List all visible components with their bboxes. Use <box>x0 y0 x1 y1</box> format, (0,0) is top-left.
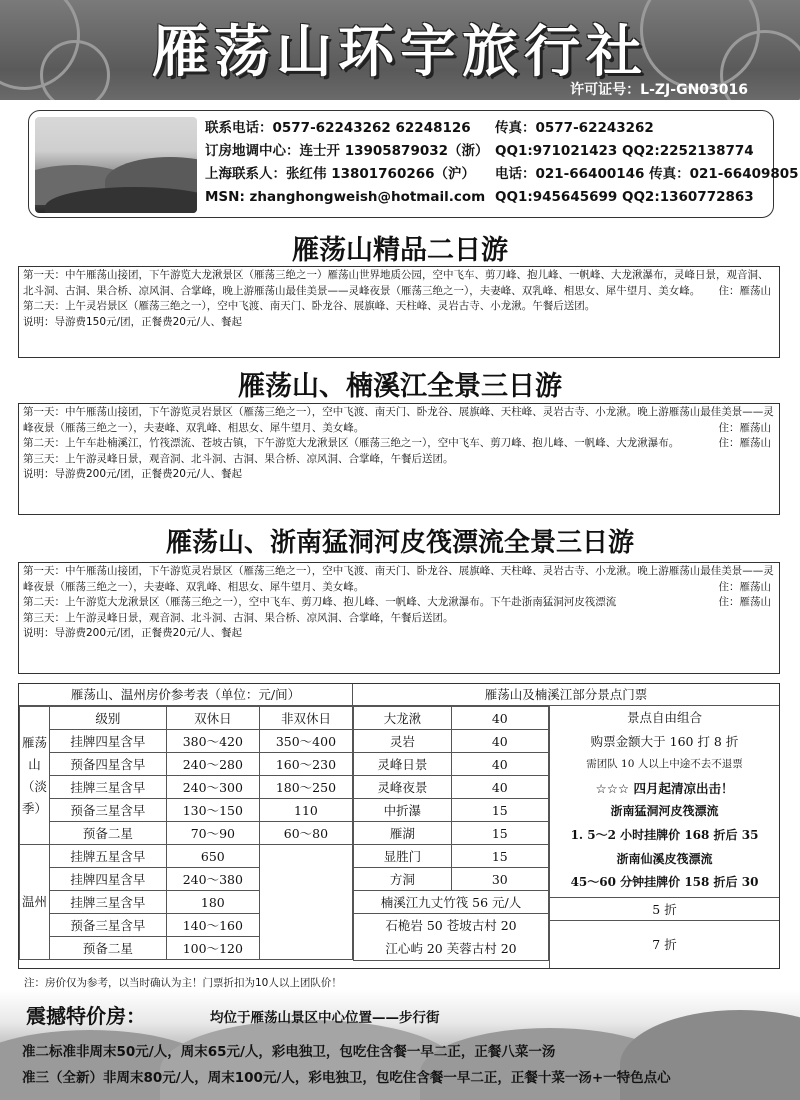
table-row: 雁湖 15 <box>354 822 549 845</box>
itinerary-day: 第三天：上午游灵峰日景，观音洞、北斗洞、古洞、果合桥、凉风洞、合掌峰，午餐后送团。 <box>23 452 454 465</box>
itinerary-day: 第一天：中午雁荡山接团，下午游览灵岩景区（雁荡三绝之一），空中飞渡、南天门、卧龙谷、展旗峰、天柱峰、灵岩古寺、小龙湫。晚上游雁荡山最佳美景——灵峰夜景（雁荡三绝之一），夫妻峰、双乳峰、相思女、犀牛望月、美女峰。 住：雁荡山 <box>23 564 775 595</box>
itinerary-day: 第三天：上午游灵峰日景，观音洞、北斗洞、古洞、果合桥、凉风洞、合掌峰，午餐后送团。 <box>23 611 454 624</box>
promo-panel <box>549 706 779 898</box>
ticket-header: 雁荡山及楠溪江部分景点门票 <box>353 684 779 706</box>
contact-box <box>28 110 799 218</box>
special-title: 震撼特价房： <box>26 1004 146 1028</box>
ticket-price-table <box>353 706 549 961</box>
table-row: 灵峰日景 40 <box>354 753 549 776</box>
tour-itinerary <box>18 403 780 515</box>
license-number: 许可证号：L-ZJ-GN03016 <box>570 82 748 98</box>
table-row: 灵峰夜景 40 <box>354 776 549 799</box>
shanghai-contact-text: 上海联系人：张红伟 13801760266（沪） <box>205 166 476 182</box>
table-row: 方洞 30 <box>354 868 549 891</box>
column-header: 级别 <box>50 707 167 730</box>
itinerary-day: 第二天：上午灵岩景区（雁荡三绝之一），空中飞渡、南天门、卧龙谷、展旗峰、天柱峰、灵岩古寺、小龙湫。午餐后送团。 <box>23 300 596 312</box>
promo-line: 1. 5～2 小时挂牌价 168 折后 35 <box>570 827 759 842</box>
itinerary-day: 第二天：上午游览大龙湫景区（雁荡三绝之一），空中飞车、剪刀峰、抱儿峰、一帆峰、大龙湫瀑布。下午赴浙南猛洞河皮筏漂流 住：雁荡山 <box>23 595 775 611</box>
table-row: 灵岩 40 <box>354 730 549 753</box>
contact-line <box>205 140 799 163</box>
column-header: 非双休日 <box>259 707 352 730</box>
group-label: 雁荡山（淡季） <box>20 707 50 845</box>
table-row: 预备三星含早 140～160 <box>20 914 353 937</box>
table-row: 预备四星含早 240～280 160～230 <box>20 753 353 776</box>
contact-line <box>205 117 799 140</box>
table-row: 预备三星含早 130～150 110 <box>20 799 353 822</box>
stay-text: 住：雁荡山 <box>718 284 771 297</box>
promo-line: ☆☆☆ 四月起清凉出击！ <box>595 780 734 796</box>
itinerary-day: 第一天：中午雁荡山接团，下午游览灵岩景区（雁荡三绝之一），空中飞渡、南天门、卧龙谷、展旗峰、天柱峰、灵岩古寺、小龙湫。晚上游雁荡山最佳美景——灵峰夜景（雁荡三绝之一），夫妻峰、双乳峰、相思女、犀牛望月、美女峰。 住：雁荡山 <box>23 405 775 436</box>
table-row: 预备二星 100～120 <box>20 937 353 960</box>
qq2-text: QQ1:945645699 QQ2:1360772863 <box>495 189 754 205</box>
promo-line: 购票金额大于 160 打 8 折 <box>590 733 739 749</box>
qq-text: QQ1:971021423 QQ2:2252138774 <box>495 143 754 159</box>
table-row: 温州 挂牌五星含早 650 <box>20 845 353 868</box>
table-row: 中折瀑 15 <box>354 799 549 822</box>
itinerary-note: 说明：导游费200元/团，正餐费20元/人、餐起 <box>23 627 242 639</box>
stay-text: 住：雁荡山 <box>718 421 771 434</box>
header-banner <box>0 0 800 100</box>
hotel-price-table <box>19 706 353 960</box>
itinerary-note: 说明：导游费150元/团，正餐费20元/人、餐起 <box>23 315 242 328</box>
phone-text: 联系电话：0577-62243262 62248126 <box>205 120 471 136</box>
contact-lines <box>205 117 799 209</box>
agency-title: 雁荡山环宇旅行社 <box>152 20 648 85</box>
itinerary-day: 第一天：中午雁荡山接团，下午游览大龙湫景区（雁荡三绝之一）雁荡山世界地质公园，空中飞车、剪刀峰、抱儿峰、一帆峰、大龙湫瀑布，灵峰日景，观音洞、北斗洞、古洞、果合桥、凉风洞、合掌峰，晚上游雁荡山最佳美景——灵峰夜景（雁荡三绝之一），夫妻峰、双乳峰、相思女、犀牛望月、美女峰。 住：雁荡山 <box>23 268 775 299</box>
hotel-price-header: 雁荡山、温州房价参考表（单位：元/间） <box>19 684 353 706</box>
contact-line <box>205 186 799 209</box>
msn-text: MSN: zhanghongweish@hotmail.com <box>205 189 486 205</box>
itinerary-day: 第二天：上午车赴楠溪江，竹筏漂流、苍坡古镇，下午游览大龙湫景区（雁荡三绝之一），空中飞车、剪刀峰、抱儿峰、一帆峰、大龙湫瀑布。 住：雁荡山 <box>23 436 775 452</box>
stay-text: 住：雁荡山 <box>718 580 771 593</box>
column-header: 双休日 <box>166 707 259 730</box>
table-row: 楠溪江九丈竹筏 56 元/人 <box>354 891 549 914</box>
table-row: 挂牌三星含早 180 <box>20 891 353 914</box>
special-offer-line: 准三（全新）非周末80元/人，周末100元/人，彩电独卫，包吃住含餐一早二正，正餐十菜一汤+一特色点心 <box>22 1070 671 1086</box>
tour-itinerary <box>18 266 780 358</box>
promo-line: 需团队 10 人以上中途不去不退票 <box>586 758 743 771</box>
table-row: 挂牌三星含早 240～300 180～250 <box>20 776 353 799</box>
shanghai-phone-text: 电话：021-66400146 传真：021-66409805 <box>495 166 799 182</box>
discount-7: 7 折 <box>549 921 779 968</box>
landscape-photo <box>35 117 197 213</box>
table-row: 大龙湫 40 <box>354 707 549 730</box>
stay-text: 住：雁荡山 <box>718 596 771 608</box>
table-row: 挂牌四星含早 380～420 350～400 <box>20 730 353 753</box>
discount-5: 5 折 <box>549 898 779 921</box>
contact-line <box>205 163 799 186</box>
itinerary-note: 说明：导游费200元/团，正餐费20元/人、餐起 <box>23 468 242 480</box>
tour-title: 雁荡山、浙南猛洞河皮筏漂流全景三日游 <box>165 528 634 558</box>
table-row: 挂牌四星含早 240～380 <box>20 868 353 891</box>
price-reference-panel <box>18 683 780 969</box>
group-label: 温州 <box>20 845 50 960</box>
price-note: 注：房价仅为参考，以当时确认为主！门票折扣为10人以上团队价！ <box>24 977 342 989</box>
booking-text: 订房地调中心：连士开 13905879032（浙） <box>205 143 489 159</box>
tour-itinerary <box>18 562 780 674</box>
special-subtitle: 均位于雁荡山景区中心位置——步行街 <box>210 1010 440 1026</box>
fax-text: 传真：0577-62243262 <box>495 120 654 136</box>
table-row <box>20 707 353 730</box>
table-row: 显胜门 15 <box>354 845 549 868</box>
special-offer-line: 准二标准非周末50元/人，周末65元/人，彩电独卫，包吃住含餐一早二正，正餐八菜一汤 <box>22 1044 556 1060</box>
promo-line: 浙南猛洞河皮筏漂流 <box>610 804 719 819</box>
table-row: 石桅岩 50 苍坡古村 20 江心屿 20 芙蓉古村 20 <box>354 914 549 961</box>
promo-line: 45～60 分钟挂牌价 158 折后 30 <box>570 875 759 890</box>
stay-text: 住：雁荡山 <box>718 437 771 449</box>
promo-line: 浙南仙溪皮筏漂流 <box>616 851 713 866</box>
tour-title: 雁荡山、楠溪江全景三日游 <box>238 371 562 402</box>
table-row: 预备二星 70～90 60～80 <box>20 822 353 845</box>
promo-line: 景点自由组合 <box>626 710 702 725</box>
tour-title: 雁荡山精品二日游 <box>292 235 508 266</box>
